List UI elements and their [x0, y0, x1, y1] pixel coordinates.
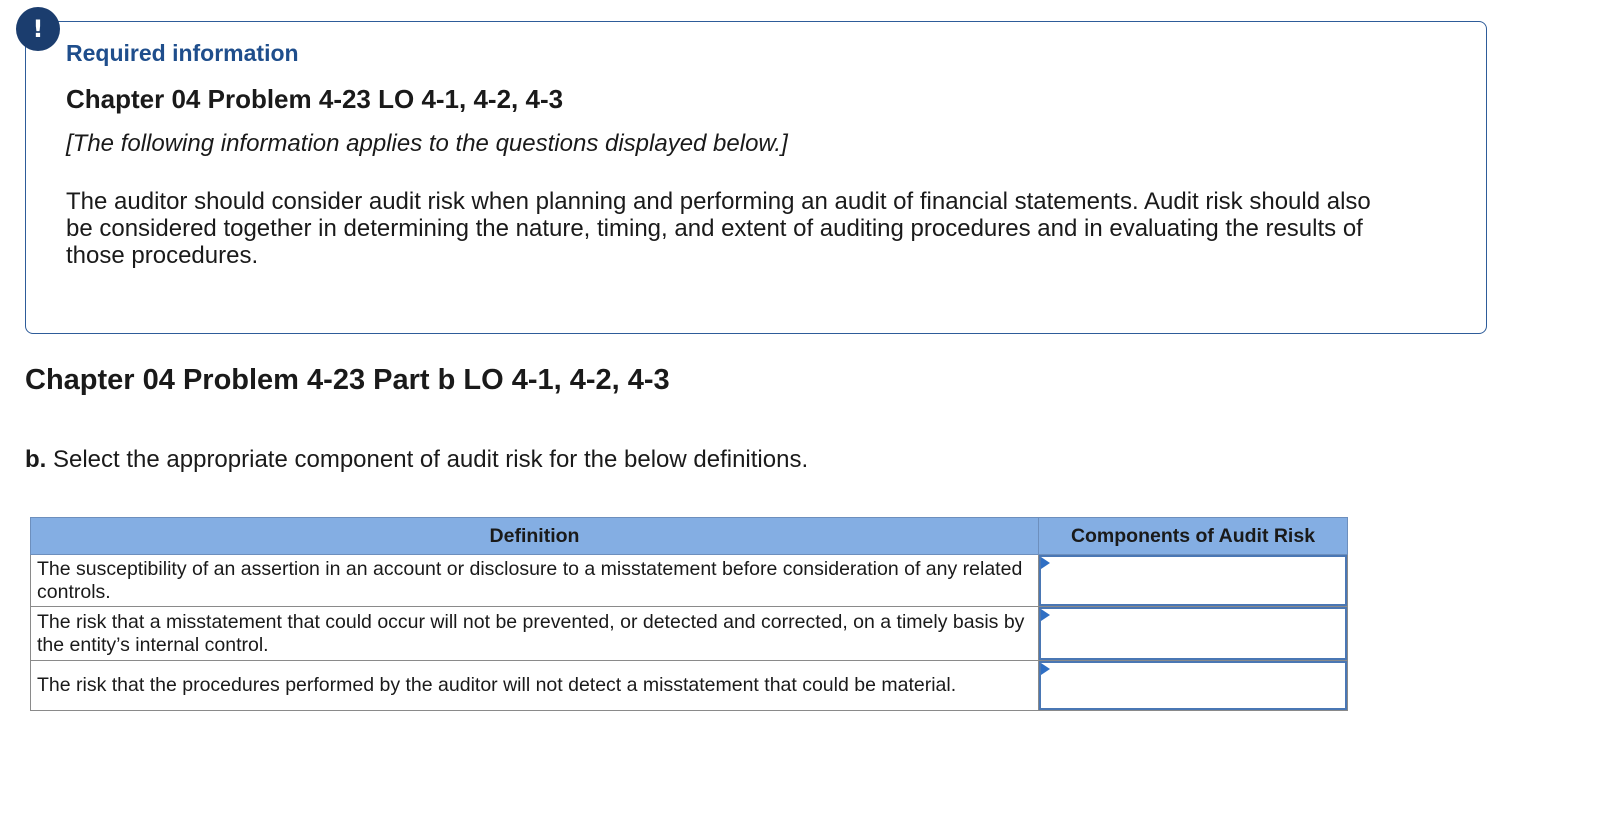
dropdown-marker-icon	[1041, 557, 1050, 569]
dropdown-marker-icon	[1041, 663, 1050, 675]
component-cell	[1039, 555, 1348, 607]
component-cell	[1039, 661, 1348, 711]
question-body: Select the appropriate component of audit risk for the below definitions.	[46, 446, 809, 473]
component-cell	[1039, 607, 1348, 661]
table-row	[31, 607, 1348, 661]
table-header-row	[31, 518, 1348, 555]
info-body-text: The auditor should consider audit risk when planning and performing an audit of financial statements. Audit risk should also be considered together in determining the nature, timing, and extent of auditing procedures and in evaluating the results of those procedures.	[66, 188, 1371, 269]
info-note: [The following information applies to the questions displayed below.]	[66, 130, 788, 157]
alert-exclamation-icon: !	[16, 7, 60, 51]
definition-cell: The susceptibility of an assertion in an account or disclosure to a misstatement before consideration of any related controls.	[31, 555, 1039, 607]
definition-header: Definition	[31, 518, 1039, 555]
table-row	[31, 555, 1348, 607]
chapter-title: Chapter 04 Problem 4-23 LO 4-1, 4-2, 4-3	[66, 84, 564, 114]
definition-cell: The risk that a misstatement that could occur will not be prevented, or detected and corrected, on a timely basis by the entity’s internal control.	[31, 607, 1039, 661]
required-information-box	[25, 21, 1487, 334]
required-information-heading: Required information	[66, 40, 299, 66]
part-title: Chapter 04 Problem 4-23 Part b LO 4-1, 4-2, 4-3	[25, 364, 670, 396]
component-dropdown-1[interactable]	[1039, 555, 1347, 606]
audit-risk-table	[30, 517, 1348, 711]
component-dropdown-2[interactable]	[1039, 607, 1347, 660]
question-label: b.	[25, 446, 47, 473]
definition-cell: The risk that the procedures performed by the auditor will not detect a misstatement that could be material.	[31, 661, 1039, 711]
dropdown-marker-icon	[1041, 609, 1050, 621]
question-text	[25, 446, 808, 474]
component-dropdown-3[interactable]	[1039, 661, 1347, 710]
table-row	[31, 661, 1348, 711]
components-header: Components of Audit Risk	[1039, 518, 1348, 555]
